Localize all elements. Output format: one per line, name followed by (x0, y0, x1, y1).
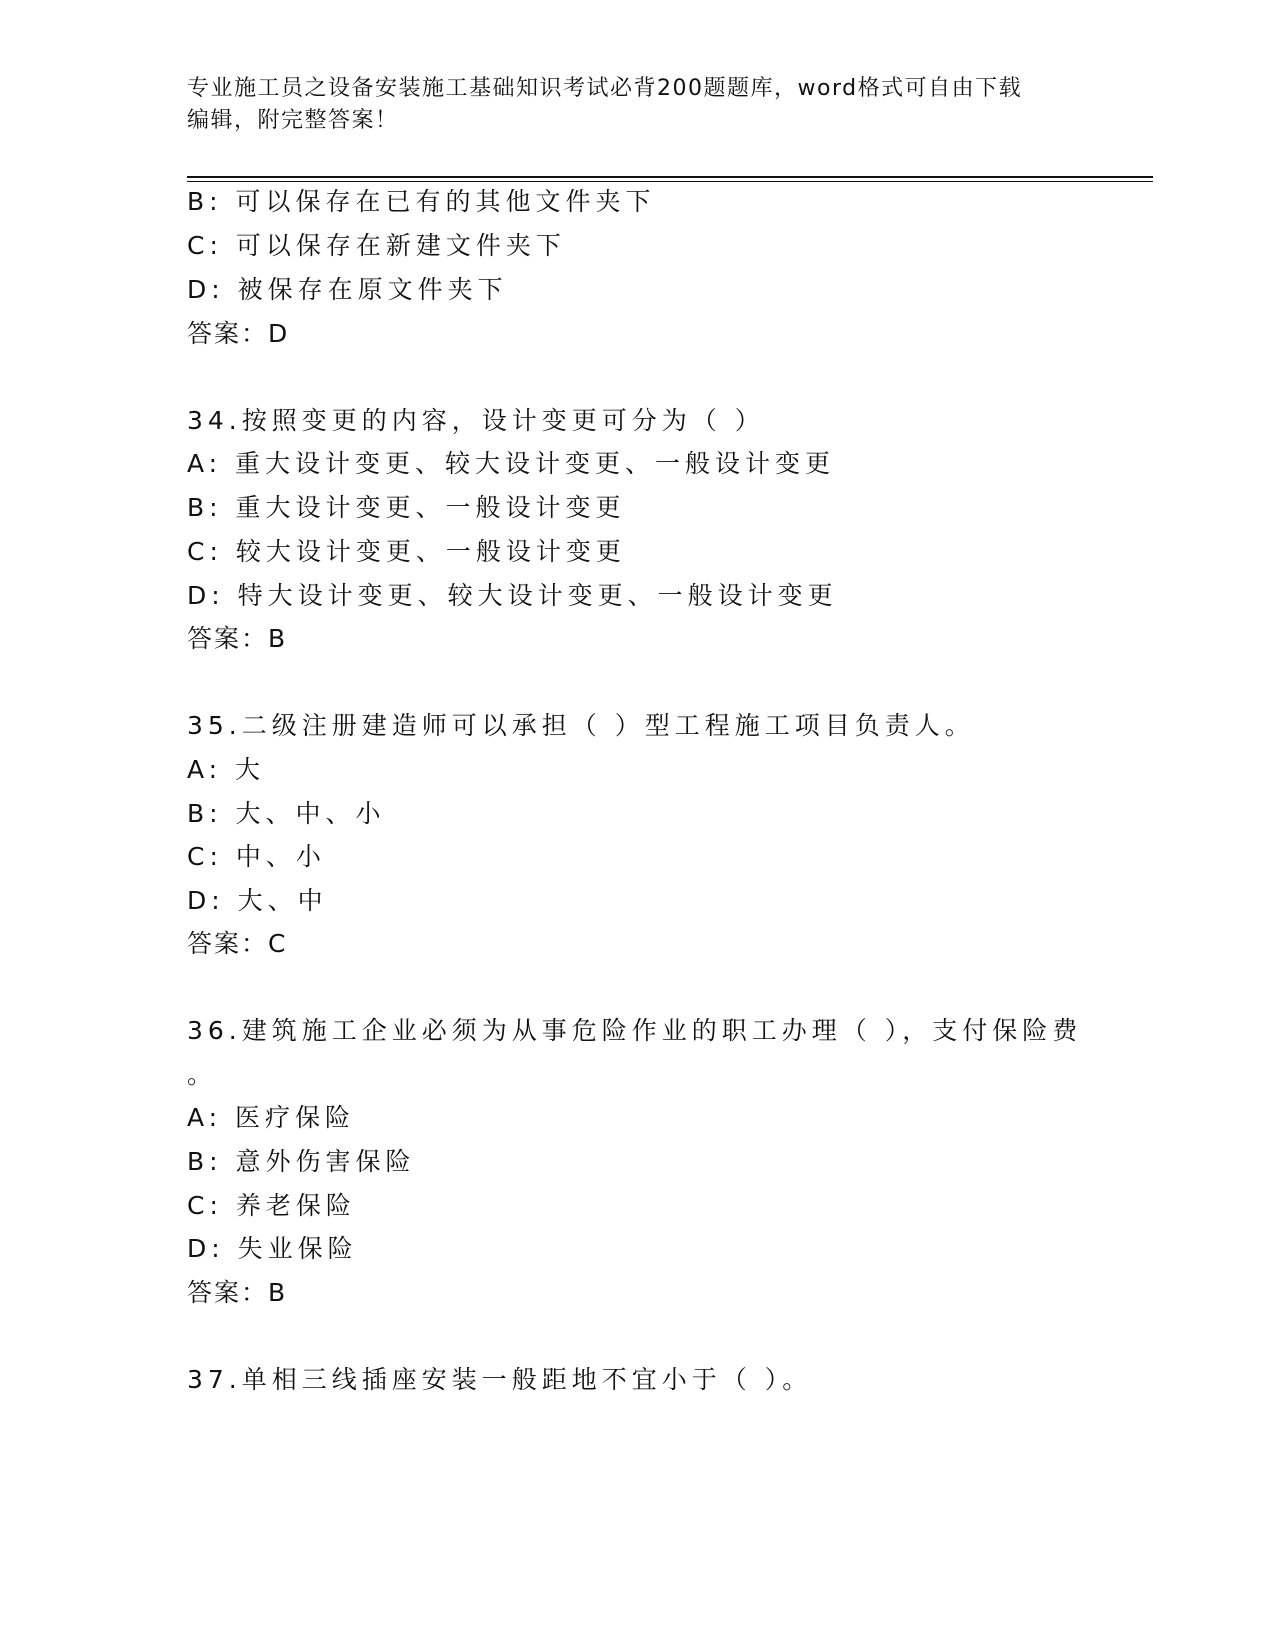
q34-option-c: C: 较大设计变更、一般设计变更 (187, 537, 626, 566)
q36-option-d: D: 失业保险 (187, 1234, 358, 1263)
q33-option-b: B: 可以保存在已有的其他文件夹下 (187, 187, 656, 216)
header-line-1: 专业施工员之设备安装施工基础知识考试必背200题题库，word格式可自由下载 (187, 76, 1023, 101)
q34-option-b: B: 重大设计变更、一般设计变更 (187, 493, 626, 522)
q33-option-c: C: 可以保存在新建文件夹下 (187, 231, 566, 260)
q36-option-a: A: 医疗保险 (187, 1103, 356, 1132)
q35-option-c: C: 中、小 (187, 842, 326, 871)
q34-option-a: A: 重大设计变更、较大设计变更、一般设计变更 (187, 449, 836, 478)
q36-question-line-2: 。 (187, 1060, 218, 1089)
q34-option-d: D: 特大设计变更、较大设计变更、一般设计变更 (187, 581, 838, 610)
q36-option-c: C: 养老保险 (187, 1191, 356, 1220)
q33-option-d: D: 被保存在原文件夹下 (187, 275, 508, 304)
q35-option-b: B: 大、中、小 (187, 799, 386, 828)
q34-question: 34.按照变更的内容，设计变更可分为（ ） (187, 406, 765, 435)
q33-answer: 答案：D (187, 319, 290, 348)
q35-option-a: A: 大 (187, 755, 266, 784)
q36-question-line-1: 36.建筑施工企业必须为从事危险作业的职工办理（ ），支付保险费 (187, 1016, 1083, 1045)
q36-answer: 答案：B (187, 1278, 288, 1307)
q35-option-d: D: 大、中 (187, 886, 328, 915)
q35-question: 35.二级注册建造师可以承担（ ）型工程施工项目负责人。 (187, 711, 975, 740)
q35-answer: 答案：C (187, 929, 288, 958)
document-header (187, 73, 1087, 137)
q37-question: 37.单相三线插座安装一般距地不宜小于（ ）。 (187, 1365, 813, 1394)
header-divider (187, 176, 1153, 182)
q36-option-b: B: 意外伤害保险 (187, 1147, 416, 1176)
header-line-2: 编辑，附完整答案！ (187, 108, 399, 133)
q34-answer: 答案：B (187, 624, 288, 653)
